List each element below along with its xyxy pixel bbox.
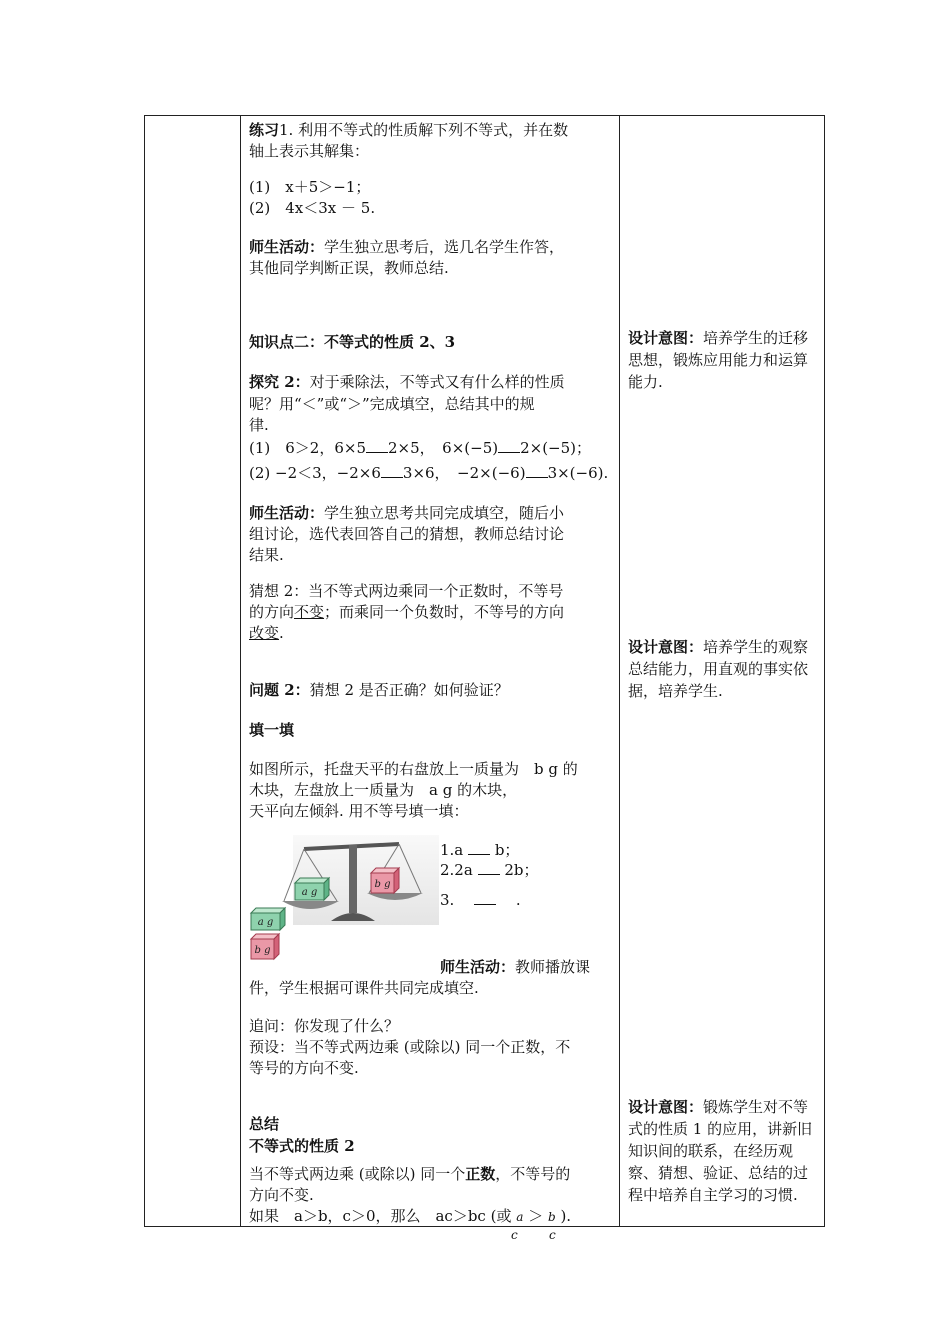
svg-text:b g: b g xyxy=(254,945,271,956)
exercise-line1: 练习1. 利用不等式的性质解下列不等式，并在数 xyxy=(249,121,569,139)
column-content xyxy=(241,116,620,1227)
summary-subtitle: 不等式的性质 2 xyxy=(249,1137,355,1155)
explore2-row2: (2) −2＜3，−2×6 3×6， −2×(−6) 3×(−6). xyxy=(249,464,609,482)
summary-title: 总结 xyxy=(249,1115,280,1133)
design-note-3: 设计意图：锻炼学生对不等式的性质 1 的应用，讲新旧知识间的联系，在经历观察、猜想、验证、总结的过程中培养自主学习的习惯. xyxy=(628,1098,813,1204)
followup-line3: 等号的方向不变. xyxy=(249,1059,359,1077)
exercise-item1: (1) x＋5＞−1； xyxy=(249,178,371,196)
balance-scale-figure xyxy=(249,831,439,966)
fill-q1: 1.a b； xyxy=(440,841,520,859)
question2: 问题 2：猜想 2 是否正确？如何验证？ xyxy=(249,681,509,699)
activity3-line2: 件，学生根据可课件共同完成填空. xyxy=(249,979,479,997)
blank xyxy=(468,840,490,855)
blank xyxy=(474,890,496,905)
exercise-item2: (2) 4x＜3x － 5. xyxy=(249,199,376,217)
conjecture2-line1: 猜想 2：当不等式两边乘同一个正数时，不等号 xyxy=(249,582,564,600)
fill-line2: 木块，左盘放上一质量为 a g 的木块， xyxy=(249,781,518,799)
svg-text:a g: a g xyxy=(257,917,274,928)
conjecture2-line3: 改变. xyxy=(249,624,284,642)
block-b-on-pan xyxy=(371,868,399,893)
explore2-line1: 探究 2：对于乘除法，不等式又有什么样的性质 xyxy=(249,373,565,391)
blank xyxy=(366,438,388,453)
column-design-notes xyxy=(620,116,825,1227)
design-note-2: 设计意图：培养学生的观察总结能力，用直观的事实依据，培养学生. xyxy=(628,638,809,700)
activity1-line2: 其他同学判断正误，教师总结. xyxy=(249,259,449,277)
block-a-on-pan xyxy=(295,878,329,900)
blank xyxy=(381,463,403,478)
svg-text:b g: b g xyxy=(374,879,391,890)
activity1-line1: 师生活动：学生独立思考后，选几名学生作答， xyxy=(249,238,565,256)
summary-line2: 方向不变. xyxy=(249,1186,314,1204)
activity3-line1: 师生活动：教师播放课 xyxy=(440,958,591,976)
summary-line1: 当不等式两边乘 (或除以) 同一个正数，不等号的 xyxy=(249,1165,571,1183)
fraction-denominator: c xyxy=(511,1228,518,1242)
fill-line1: 如图所示，托盘天平的右盘放上一质量为 b g 的 xyxy=(249,760,578,778)
knowledge-point-2-title: 知识点二：不等式的性质 2、3 xyxy=(249,333,456,351)
block-a-stack xyxy=(251,908,285,930)
conjecture2-line2: 的方向不变；而乘同一个负数时，不等号的方向 xyxy=(249,603,565,621)
explore2-line3: 律. xyxy=(249,416,269,434)
block-b-stack xyxy=(251,934,279,959)
exercise-line2: 轴上表示其解集： xyxy=(249,142,370,160)
fill-q3: 3. . xyxy=(440,891,521,909)
summary-line3: 如果 a＞b，c＞0，那么 ac＞bc (或 a ＞ b ). xyxy=(249,1207,572,1225)
blank xyxy=(498,438,520,453)
blank xyxy=(526,463,548,478)
followup-line2: 预设：当不等式两边乘 (或除以) 同一个正数，不 xyxy=(249,1038,571,1056)
svg-text:a g: a g xyxy=(301,887,318,898)
column-stage xyxy=(145,116,241,1227)
fill-line3: 天平向左倾斜. 用不等号填一填： xyxy=(249,802,469,820)
balance-post xyxy=(349,845,357,913)
explore2-row1: (1) 6＞2，6×5 2×5， 6×(−5) 2×(−5)； xyxy=(249,439,592,457)
activity2-line1: 师生活动：学生独立思考共同完成填空，随后小 xyxy=(249,504,565,522)
design-note-1: 设计意图：培养学生的迁移思想，锻炼应用能力和运算能力. xyxy=(628,329,809,391)
fill-title: 填一填 xyxy=(249,721,295,739)
blank xyxy=(478,860,500,875)
fraction-denominator: c xyxy=(549,1228,556,1242)
fill-q2: 2.2a 2b； xyxy=(440,861,539,879)
lesson-table xyxy=(144,115,825,1227)
explore2-line2: 呢？用“＜”或“＞”完成填空，总结其中的规 xyxy=(249,395,535,413)
activity2-line3: 结果. xyxy=(249,546,284,564)
activity2-line2: 组讨论，选代表回答自己的猜想，教师总结讨论 xyxy=(249,525,565,543)
followup-line1: 追问：你发现了什么？ xyxy=(249,1017,400,1035)
